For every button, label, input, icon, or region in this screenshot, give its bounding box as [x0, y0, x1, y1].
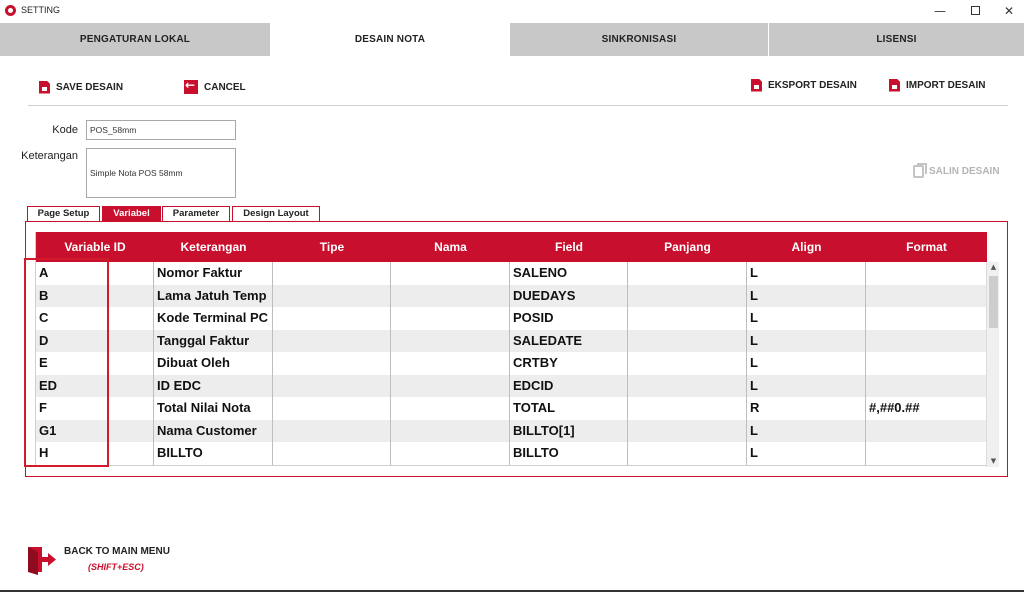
cell-nama[interactable]: [391, 375, 510, 398]
cell-keterangan[interactable]: Tanggal Faktur: [154, 330, 273, 353]
scroll-up-arrow-icon[interactable]: ▲: [990, 263, 997, 271]
cell-tipe[interactable]: [273, 330, 391, 353]
table-row[interactable]: [36, 285, 987, 308]
cell-format[interactable]: #,##0.##: [866, 397, 987, 420]
table-row[interactable]: [36, 262, 987, 285]
salin-desain-label: SALIN DESAIN: [929, 166, 1000, 177]
cell-align[interactable]: L: [747, 420, 866, 443]
back-to-main-menu-button[interactable]: [26, 544, 196, 576]
import-file-icon: [889, 79, 900, 92]
exit-door-icon: [26, 544, 57, 575]
cell-nama[interactable]: [391, 307, 510, 330]
cell-keterangan[interactable]: ID EDC: [154, 375, 273, 398]
tab-lisensi[interactable]: LISENSI: [769, 23, 1024, 56]
export-file-icon: [751, 79, 762, 92]
cell-format[interactable]: [866, 262, 987, 285]
cell-field[interactable]: CRTBY: [510, 352, 628, 375]
toolbar-divider: [28, 105, 1008, 106]
column-header-nama[interactable]: Nama: [434, 240, 467, 254]
column-header-panjang[interactable]: Panjang: [664, 240, 711, 254]
save-desain-button[interactable]: [39, 78, 123, 96]
table-row[interactable]: [36, 375, 987, 398]
cell-field[interactable]: SALENO: [510, 262, 628, 285]
copy-icon: [913, 165, 924, 178]
cell-panjang[interactable]: [628, 262, 747, 285]
table-row[interactable]: [36, 442, 987, 465]
tab-parameter[interactable]: Parameter: [162, 206, 230, 221]
cell-field[interactable]: EDCID: [510, 375, 628, 398]
cell-format[interactable]: [866, 442, 987, 465]
cell-field[interactable]: SALEDATE: [510, 330, 628, 353]
cell-format[interactable]: [866, 307, 987, 330]
cancel-button[interactable]: [184, 78, 246, 96]
cell-tipe[interactable]: [273, 285, 391, 308]
cell-align[interactable]: L: [747, 352, 866, 375]
table-row[interactable]: [36, 330, 987, 353]
save-desain-label: SAVE DESAIN: [56, 81, 124, 93]
cell-nama[interactable]: [391, 285, 510, 308]
main-tabs: [0, 23, 1024, 56]
cell-align[interactable]: L: [747, 330, 866, 353]
tab-desain-nota[interactable]: DESAIN NOTA: [271, 23, 509, 56]
cell-nama[interactable]: [391, 397, 510, 420]
cell-keterangan[interactable]: Nama Customer: [154, 420, 273, 443]
cell-format[interactable]: [866, 352, 987, 375]
scroll-down-arrow-icon[interactable]: ▼: [990, 457, 997, 465]
cell-align[interactable]: L: [747, 307, 866, 330]
column-header-tipe[interactable]: Tipe: [319, 240, 345, 254]
cell-panjang[interactable]: [628, 285, 747, 308]
maximize-button[interactable]: [960, 2, 990, 20]
cell-keterangan[interactable]: Total Nilai Nota: [154, 397, 273, 420]
back-arrow-icon: [184, 80, 198, 94]
close-button[interactable]: ✕: [1003, 4, 1015, 18]
cell-tipe[interactable]: [273, 442, 391, 465]
import-desain-label: IMPORT DESAIN: [906, 79, 986, 91]
cell-panjang[interactable]: [628, 442, 747, 465]
column-header-align[interactable]: Align: [791, 240, 822, 254]
cell-panjang[interactable]: [628, 330, 747, 353]
cell-keterangan[interactable]: Lama Jatuh Temp: [154, 285, 273, 308]
column-header-keterangan[interactable]: Keterangan: [180, 240, 247, 254]
keterangan-textarea[interactable]: Simple Nota POS 58mm: [86, 148, 236, 198]
cell-variable-id[interactable]: E: [36, 352, 154, 375]
title-bar: [0, 0, 1024, 22]
cell-field[interactable]: BILLTO: [510, 442, 628, 465]
scroll-thumb[interactable]: [989, 276, 998, 328]
app-logo-icon: [5, 5, 16, 16]
cell-nama[interactable]: [391, 352, 510, 375]
cell-field[interactable]: BILLTO[1]: [510, 420, 628, 443]
save-icon: [39, 81, 50, 94]
cell-align[interactable]: L: [747, 262, 866, 285]
cell-nama[interactable]: [391, 262, 510, 285]
keterangan-label: Keterangan: [21, 150, 78, 162]
cell-variable-id[interactable]: C: [36, 307, 154, 330]
cell-keterangan[interactable]: Nomor Faktur: [154, 262, 273, 285]
cell-variable-id[interactable]: G1: [36, 420, 154, 443]
cell-tipe[interactable]: [273, 420, 391, 443]
table-row[interactable]: [36, 397, 987, 420]
cell-panjang[interactable]: [628, 307, 747, 330]
cell-tipe[interactable]: [273, 262, 391, 285]
column-header-variable-id[interactable]: Variable ID: [64, 240, 126, 254]
cell-variable-id[interactable]: A: [36, 262, 154, 285]
back-shortcut-hint: (SHIFT+ESC): [88, 562, 144, 572]
window-title: SETTING: [21, 5, 61, 15]
cell-tipe[interactable]: [273, 307, 391, 330]
tab-sinkronisasi[interactable]: SINKRONISASI: [510, 23, 768, 56]
column-header-format[interactable]: Format: [906, 240, 947, 254]
eksport-desain-button[interactable]: [751, 76, 857, 94]
cell-variable-id[interactable]: ED: [36, 375, 154, 398]
cell-nama[interactable]: [391, 420, 510, 443]
cell-nama[interactable]: [391, 442, 510, 465]
cell-align[interactable]: L: [747, 375, 866, 398]
table-row[interactable]: [36, 307, 987, 330]
cell-format[interactable]: [866, 420, 987, 443]
cell-variable-id[interactable]: B: [36, 285, 154, 308]
import-desain-button[interactable]: [889, 76, 985, 94]
maximize-icon: [971, 6, 980, 15]
cell-tipe[interactable]: [273, 352, 391, 375]
tab-page-setup[interactable]: Page Setup: [27, 206, 100, 221]
cell-format[interactable]: [866, 375, 987, 398]
cell-format[interactable]: [866, 285, 987, 308]
eksport-desain-label: EKSPORT DESAIN: [768, 79, 857, 91]
salin-desain-button[interactable]: [913, 165, 1000, 178]
tab-pengaturan-lokal[interactable]: PENGATURAN LOKAL: [0, 23, 270, 56]
cell-nama[interactable]: [391, 330, 510, 353]
minimize-button[interactable]: —: [934, 4, 946, 18]
table-row[interactable]: [36, 420, 987, 443]
kode-input[interactable]: POS_58mm: [86, 120, 236, 140]
cell-tipe[interactable]: [273, 397, 391, 420]
table-row[interactable]: [36, 352, 987, 375]
cell-keterangan[interactable]: BILLTO: [154, 442, 273, 465]
kode-label: Kode: [52, 124, 78, 136]
back-to-main-menu-label: BACK TO MAIN MENU: [64, 546, 170, 557]
cell-keterangan[interactable]: Kode Terminal PC: [154, 307, 273, 330]
cell-panjang[interactable]: [628, 352, 747, 375]
tab-variabel[interactable]: Variabel: [102, 206, 161, 221]
cell-tipe[interactable]: [273, 375, 391, 398]
cancel-label: CANCEL: [204, 81, 246, 93]
cell-field[interactable]: POSID: [510, 307, 628, 330]
variable-table: [35, 232, 986, 466]
cell-panjang[interactable]: [628, 375, 747, 398]
cell-align[interactable]: L: [747, 442, 866, 465]
cell-variable-id[interactable]: D: [36, 330, 154, 353]
tab-design-layout[interactable]: Design Layout: [232, 206, 320, 221]
table-body: [36, 262, 987, 465]
cell-field[interactable]: DUEDAYS: [510, 285, 628, 308]
cell-keterangan[interactable]: Dibuat Oleh: [154, 352, 273, 375]
cell-variable-id[interactable]: H: [36, 442, 154, 465]
cell-field[interactable]: TOTAL: [510, 397, 628, 420]
table-scrollbar[interactable]: [986, 262, 999, 467]
cell-align[interactable]: R: [747, 397, 866, 420]
cell-variable-id[interactable]: F: [36, 397, 154, 420]
cell-align[interactable]: L: [747, 285, 866, 308]
cell-format[interactable]: [866, 330, 987, 353]
cell-panjang[interactable]: [628, 397, 747, 420]
column-header-field[interactable]: Field: [554, 240, 583, 254]
cell-panjang[interactable]: [628, 420, 747, 443]
table-header: [36, 232, 987, 262]
